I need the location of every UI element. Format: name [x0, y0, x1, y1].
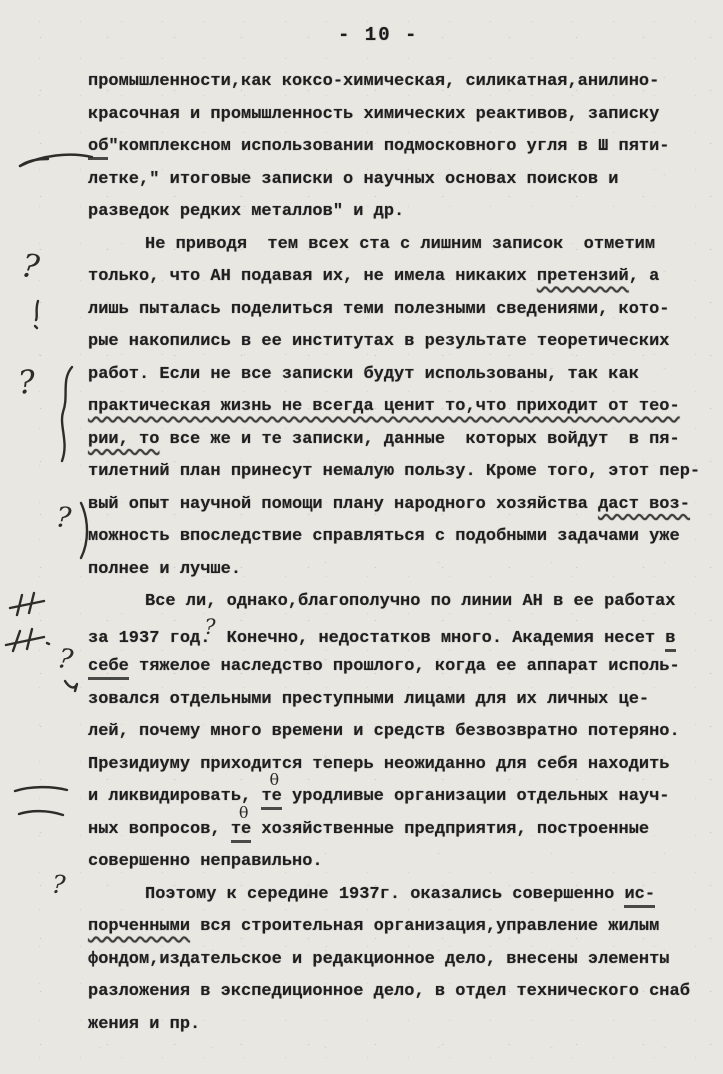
handwritten-question-mark: ? — [204, 614, 216, 639]
text-segment: Конечно, недостатков много. Академия несет — [216, 628, 666, 648]
text-segment: жения и пр. — [88, 1014, 201, 1034]
text-line — [88, 326, 716, 359]
margin-crossed-h-mark-2 — [2, 624, 50, 654]
text-segment: полнее и лучше. — [88, 559, 242, 579]
text-line — [88, 802, 716, 847]
text-segment: лей, почему много времени и средств безвозвратно потеряно. — [88, 722, 680, 741]
text-line — [88, 391, 716, 424]
text-line — [88, 614, 716, 652]
text-line — [88, 489, 716, 522]
text-line — [88, 716, 716, 749]
margin-question-tail-mark — [62, 678, 80, 694]
underlined-text: практическая жизнь не всегда ценит то,что приходит от тео- — [88, 397, 680, 416]
text-line — [88, 846, 716, 879]
margin-question-mark-4: ? — [55, 642, 76, 677]
text-segment: Президиуму приходится теперь неожиданно для себя находить — [88, 754, 670, 774]
text-line — [88, 456, 716, 489]
text-segment: летке," итоговые записки о научных основах поисков и — [88, 169, 619, 189]
margin-tick-mark — [32, 298, 44, 330]
text-line — [88, 911, 716, 944]
text-line — [88, 261, 716, 294]
handwritten-correction-mark: θ — [238, 802, 249, 822]
underlined-text: в — [665, 629, 675, 652]
margin-question-mark-5: ? — [51, 869, 67, 900]
underlined-text: даст воз- — [598, 494, 690, 514]
text-segment: вый опыт научной помощи плану народного хозяйства — [88, 494, 599, 514]
text-line — [88, 294, 716, 327]
text-segment: Не приводя тем всех ста с лишним записок отметим — [145, 234, 656, 254]
text-segment: фондом,издательское и редакционное дело, внесены элементы — [88, 949, 670, 969]
text-line — [88, 554, 716, 587]
underlined-text: ис- — [624, 885, 655, 908]
text-segment: разведок редких металлов" и др. — [88, 202, 405, 221]
underlined-text: те θ — [231, 820, 251, 843]
text-line — [88, 131, 716, 164]
underlined-text: рии, то — [88, 429, 160, 449]
text-segment: зовался отдельными преступными лицами для их личных це- — [88, 689, 650, 709]
text-line — [88, 770, 716, 814]
text-segment: все же и те записки, данные которых войдут в пя- — [159, 429, 680, 449]
text-segment: ных вопросов, — [88, 819, 231, 839]
text-line — [88, 944, 716, 977]
text-line — [88, 66, 716, 99]
text-segment: уродливые организации отдельных науч- — [281, 787, 670, 806]
text-segment: можность впоследствие справляться с подобными задачами уже — [88, 527, 680, 546]
text-segment: Все ли, однако,благополучно по линии АН в ее работах — [145, 592, 676, 611]
text-segment: , а — [628, 267, 660, 286]
text-segment: "комплексном использовании подмосковного угля в Ш пяти- — [108, 137, 670, 156]
text-segment: лишь пыталась поделиться теми полезными сведениями, кото- — [88, 299, 670, 319]
text-segment: вся строительная организация,управление жилым — [190, 917, 660, 936]
text-line — [88, 164, 716, 197]
underlined-text: претензий — [536, 267, 629, 286]
text-segment: только, что АН подавая их, не имела никаких — [88, 267, 537, 286]
text-line — [88, 976, 716, 1009]
text-line — [88, 99, 716, 132]
underlined-text: порченными — [88, 917, 191, 936]
margin-crossed-h-mark-1 — [6, 590, 48, 618]
text-segment: и ликвидировать, — [88, 787, 262, 806]
text-segment: Поэтому к середине 1937г. оказались совершенно — [145, 884, 625, 904]
text-segment: рые накопились в ее институтах в результате теоретических — [88, 332, 670, 351]
typewritten-text-block — [88, 66, 716, 1041]
underlined-text: те θ — [261, 787, 281, 810]
text-segment: тяжелое наследство прошлого, когда ее аппарат исполь- — [128, 657, 680, 676]
margin-dash-mark-2 — [16, 806, 66, 820]
underlined-text: себе — [88, 657, 129, 680]
margin-dash-arrow-mark — [16, 146, 96, 172]
margin-brace-mark — [56, 364, 76, 464]
text-segment: совершенно неправильно. — [88, 852, 323, 871]
text-line — [88, 229, 716, 262]
text-line — [88, 196, 716, 229]
text-line — [88, 651, 716, 684]
margin-question-mark-1: ? — [19, 245, 42, 287]
text-segment: красочная и промышленность химических реактивов, записку — [88, 104, 660, 124]
text-line — [88, 586, 716, 619]
underlined-text: об — [88, 137, 108, 160]
margin-dash-mark-1 — [12, 782, 70, 796]
text-line — [88, 1009, 716, 1042]
text-line — [88, 749, 716, 782]
page-number: - 10 - — [338, 24, 419, 46]
handwritten-correction-mark: θ — [269, 770, 280, 789]
text-line — [88, 521, 716, 554]
text-segment: тилетний план принесут немалую пользу. Кроме того, этот пер- — [88, 462, 701, 481]
text-segment: за 1937 год. — [88, 628, 211, 648]
text-segment: хозяйственные предприятия, построенные — [251, 819, 650, 839]
text-line — [88, 879, 716, 912]
text-segment: работ. Если не все записки будут использованы, так как — [88, 364, 639, 384]
text-segment: промышленности,как коксо-химическая, силикатная,анилино- — [88, 72, 660, 91]
text-line — [88, 684, 716, 717]
text-line — [88, 359, 716, 392]
text-line — [88, 424, 716, 457]
text-segment: разложения в экспедиционное дело, в отдел технического снаб — [88, 982, 690, 1001]
margin-question-mark-2: ? — [16, 362, 37, 402]
margin-question-mark-3: ? — [54, 500, 73, 535]
